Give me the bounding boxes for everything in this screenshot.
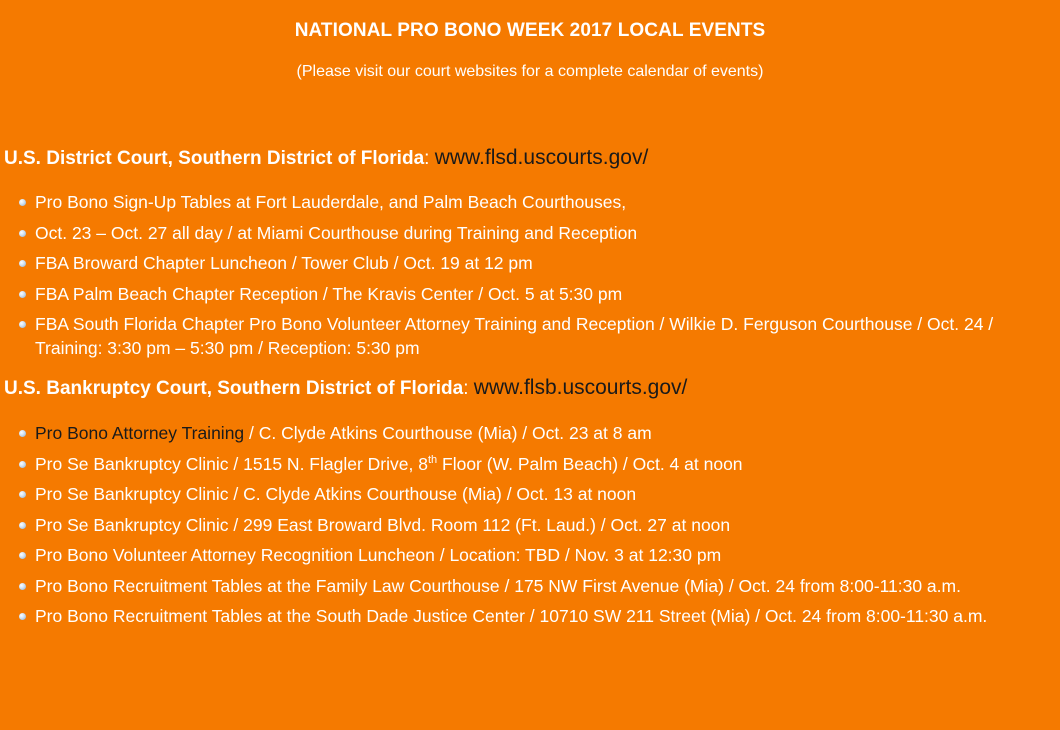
- list-item: [0, 251, 1060, 275]
- bullet-icon: [19, 552, 26, 559]
- list-item: [0, 452, 1060, 476]
- bullet-icon: [19, 260, 26, 267]
- bankruptcy-court-separator: :: [463, 378, 469, 399]
- list-item: [0, 482, 1060, 506]
- list-item: [0, 543, 1060, 567]
- page-subtitle: (Please visit our court websites for a complete calendar of events): [296, 63, 764, 80]
- bullet-icon: [19, 430, 26, 437]
- list-item: [0, 221, 1060, 245]
- event-text: FBA Broward Chapter Luncheon / Tower Club / Oct. 19 at 12 pm: [35, 253, 533, 273]
- event-text: FBA Palm Beach Chapter Reception / The Kravis Center / Oct. 5 at 5:30 pm: [35, 283, 623, 304]
- bullet-icon: [19, 291, 26, 298]
- list-item: [0, 421, 1060, 445]
- district-court-name: U.S. District Court, Southern District of Florida: [4, 148, 425, 169]
- bankruptcy-court-event-list: [0, 421, 1060, 635]
- event-text: Pro Se Bankruptcy Clinic / 1515 N. Flagler Drive, 8: [35, 453, 428, 474]
- training-link[interactable]: Pro Bono Attorney Training: [35, 423, 245, 443]
- bullet-icon: [19, 491, 26, 498]
- page-title: NATIONAL PRO BONO WEEK 2017 LOCAL EVENTS: [294, 20, 766, 41]
- list-item: [0, 282, 1060, 306]
- ordinal-suffix: th: [427, 453, 438, 466]
- district-court-link[interactable]: www.flsd.uscourts.gov/: [434, 146, 649, 169]
- event-text: / C. Clyde Atkins Courthouse (Mia) / Oct. 23 at 8 am: [244, 423, 652, 443]
- district-court-event-list: [0, 190, 1060, 367]
- event-text: Pro Se Bankruptcy Clinic / 299 East Broward Blvd. Room 112 (Ft. Laud.) / Oct. 27 at noon: [35, 514, 731, 535]
- event-text: Pro Bono Sign-Up Tables at Fort Lauderdale, and Palm Beach Courthouses,: [35, 192, 627, 212]
- event-text: Pro Bono Volunteer Attorney Recognition Luncheon / Location: TBD / Nov. 3 at 12:30 pm: [35, 545, 722, 565]
- bankruptcy-court-heading: [4, 376, 687, 400]
- list-item: [0, 513, 1060, 537]
- district-court-separator: :: [424, 148, 430, 169]
- event-text: Pro Bono Recruitment Tables at the Family Law Courthouse / 175 NW First Avenue (Mia) / Oct. 24 from 8:00-11:30 a.m.: [35, 575, 961, 596]
- bullet-icon: [19, 199, 26, 206]
- district-court-heading: [4, 146, 648, 170]
- bullet-icon: [19, 583, 26, 590]
- event-text: Pro Se Bankruptcy Clinic / C. Clyde Atkins Courthouse (Mia) / Oct. 13 at noon: [35, 484, 637, 504]
- bullet-icon: [19, 230, 26, 237]
- event-text: Floor (W. Palm Beach) / Oct. 4 at noon: [437, 453, 743, 474]
- bankruptcy-court-link[interactable]: www.flsb.uscourts.gov/: [473, 376, 688, 399]
- event-text: FBA South Florida Chapter Pro Bono Volunteer Attorney Training and Reception / Wilkie D. Ferguson Courthouse / Oct. 24 / Training: 3:30 pm – 5:30 pm / Reception: 5:30 pm: [35, 314, 994, 358]
- bullet-icon: [19, 613, 26, 620]
- event-text: Pro Bono Recruitment Tables at the South Dade Justice Center / 10710 SW 211 Street (Mia) / Oct. 24 from 8:00-11:30 a.m.: [35, 606, 988, 626]
- bullet-icon: [19, 461, 26, 468]
- bankruptcy-court-name: U.S. Bankruptcy Court, Southern District of Florida: [4, 378, 464, 399]
- bullet-icon: [19, 522, 26, 529]
- list-item: [0, 574, 1060, 598]
- list-item: [0, 312, 1060, 360]
- list-item: [0, 190, 1060, 214]
- list-item: [0, 604, 1060, 628]
- bullet-icon: [19, 321, 26, 328]
- event-text: Oct. 23 – Oct. 27 all day / at Miami Courthouse during Training and Reception: [35, 222, 638, 243]
